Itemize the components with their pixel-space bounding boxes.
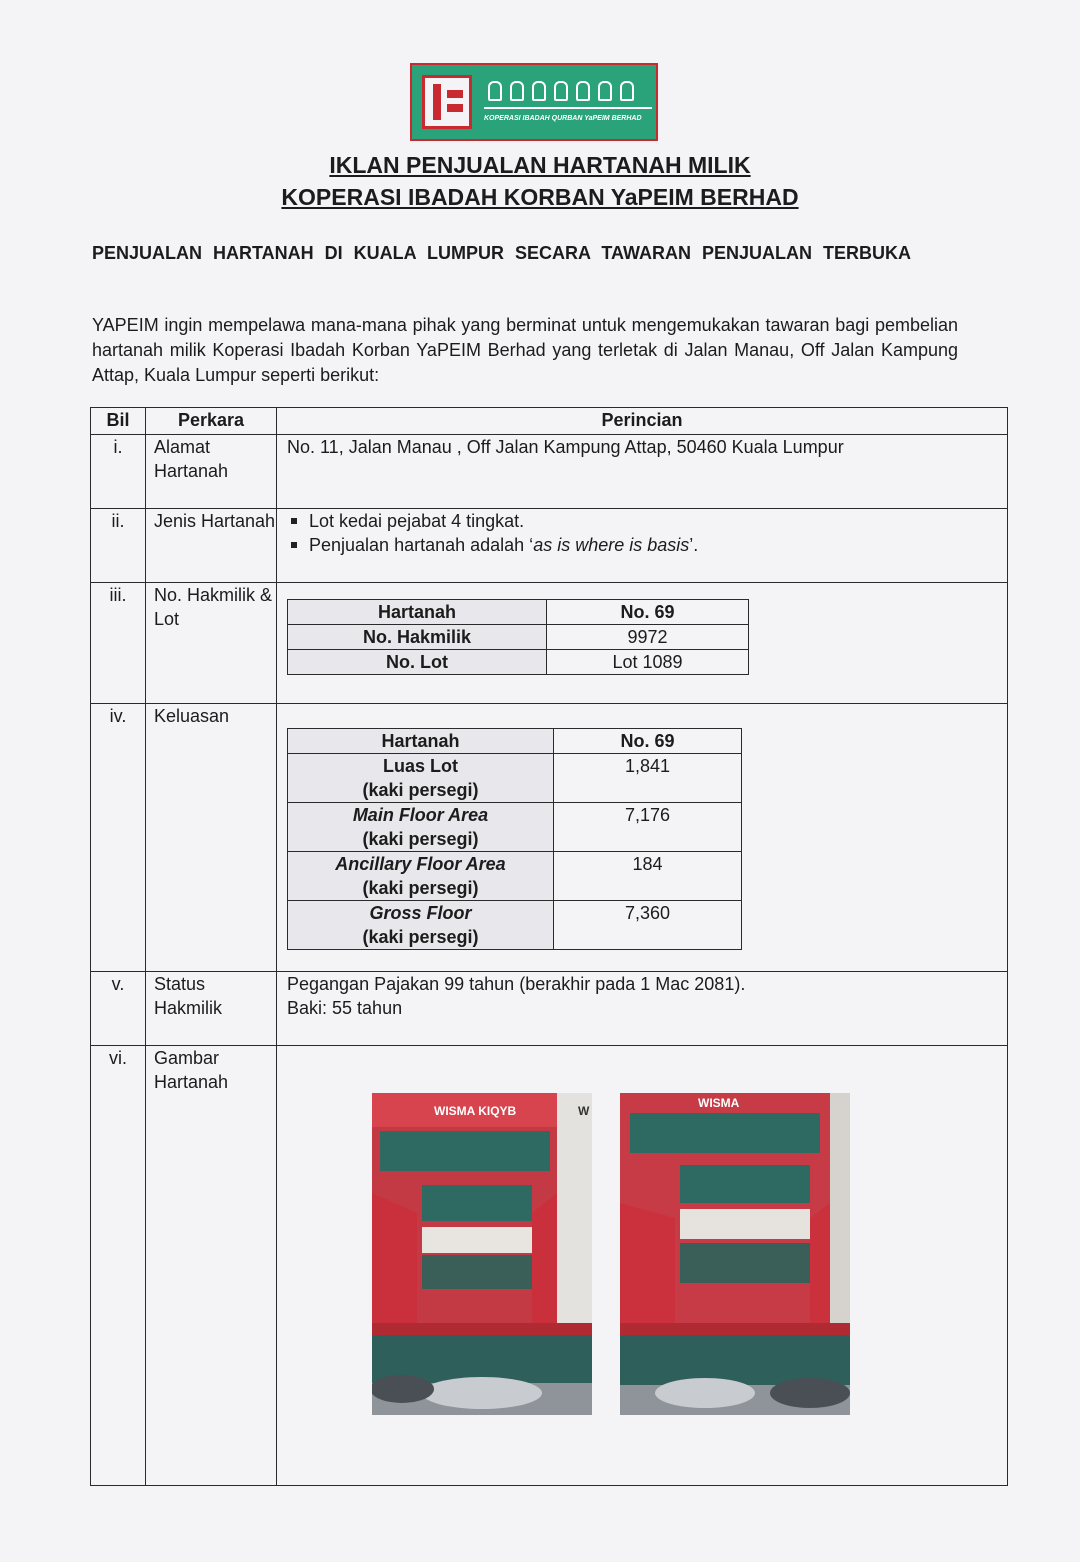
building-photo-1 (372, 1093, 592, 1415)
page-title-line1: IKLAN PENJUALAN HARTANAH MILIK (329, 152, 751, 178)
lease-term: Pegangan Pajakan 99 tahun (berakhir pada 1 Mac 2081). (287, 974, 746, 994)
row-perkara: Alamat Hartanah (146, 435, 277, 509)
area-value: 184 (554, 852, 742, 901)
table-row (288, 803, 742, 852)
row-bil: vi. (91, 1046, 146, 1486)
lot-label: No. Lot (288, 650, 547, 675)
page-title-line2: KOPERASI IBADAH KORBAN YaPEIM BERHAD (281, 184, 799, 210)
row-bil: iv. (91, 704, 146, 972)
intro-paragraph: YAPEIM ingin mempelawa mana-mana pihak yang berminat untuk mengemukakan tawaran bagi pembelian hartanah milik Koperasi Ibadah Korban YaPEIM Berhad yang terletak di Jalan Manau, Off Jalan Kampung Attap, Kuala Lumpur seperti berikut: (92, 315, 958, 385)
table-row (91, 509, 1008, 583)
logo-emblem-icon (422, 75, 472, 129)
table-row (288, 650, 749, 675)
keluasan-col1: Hartanah (288, 729, 554, 754)
area-label: Main Floor Area (kaki persegi) (288, 803, 554, 852)
area-label: Ancillary Floor Area (kaki persegi) (288, 852, 554, 901)
area-label: Luas Lot (kaki persegi) (288, 754, 554, 803)
table-row (91, 435, 1008, 509)
table-row (288, 625, 749, 650)
row-perkara: No. Hakmilik & Lot (146, 583, 277, 704)
hakmilik-col2: No. 69 (547, 600, 749, 625)
row-perkara: Keluasan (146, 704, 277, 972)
property-type-cell (277, 509, 1008, 583)
hakmilik-value: 9972 (547, 625, 749, 650)
sale-subheading: PENJUALAN HARTANAH DI KUALA LUMPUR SECARA TAWARAN PENJUALAN TERBUKA (92, 243, 911, 263)
row-perkara: Jenis Hartanah (146, 509, 277, 583)
header-bil: Bil (91, 408, 146, 435)
table-row (288, 901, 742, 950)
table-header-row (91, 408, 1008, 435)
logo-org-name: KOPERASI IBADAH QURBAN YaPEIM BERHAD (484, 115, 642, 122)
photo1-side-sign: W (578, 1104, 590, 1118)
row-bil: i. (91, 435, 146, 509)
row-perkara: Gambar Hartanah (146, 1046, 277, 1486)
lot-value: Lot 1089 (547, 650, 749, 675)
hakmilik-label: No. Hakmilik (288, 625, 547, 650)
table-row (288, 852, 742, 901)
area-value: 7,360 (554, 901, 742, 950)
header-perkara: Perkara (146, 408, 277, 435)
area-value: 7,176 (554, 803, 742, 852)
row-perkara: Status Hakmilik (146, 972, 277, 1046)
arabic-calligraphy-icon (484, 77, 652, 109)
keluasan-col2: No. 69 (554, 729, 742, 754)
area-label: Gross Floor (kaki persegi) (288, 901, 554, 950)
list-item: Penjualan hartanah adalah ‘as is where is basis’. (287, 533, 1007, 557)
row-bil: iii. (91, 583, 146, 704)
hakmilik-table (287, 599, 749, 675)
hakmilik-cell (277, 583, 1008, 704)
keluasan-cell (277, 704, 1008, 972)
lease-balance: Baki: 55 tahun (287, 998, 403, 1018)
table-row (91, 972, 1008, 1046)
header-perincian: Perincian (277, 408, 1008, 435)
area-value: 1,841 (554, 754, 742, 803)
status-cell (277, 972, 1008, 1046)
property-address: No. 11, Jalan Manau , Off Jalan Kampung Attap, 50460 Kuala Lumpur (277, 435, 1008, 509)
row-bil: ii. (91, 509, 146, 583)
row-bil: v. (91, 972, 146, 1046)
table-row (91, 583, 1008, 704)
photo1-sign: WISMA KIQYB (434, 1104, 517, 1118)
table-row (288, 754, 742, 803)
building-photo-2 (620, 1093, 850, 1415)
table-row (91, 704, 1008, 972)
hakmilik-col1: Hartanah (288, 600, 547, 625)
keluasan-table (287, 728, 742, 950)
photo2-sign: WISMA (698, 1096, 740, 1110)
list-item: Lot kedai pejabat 4 tingkat. (287, 509, 1007, 533)
organization-logo (410, 63, 658, 141)
